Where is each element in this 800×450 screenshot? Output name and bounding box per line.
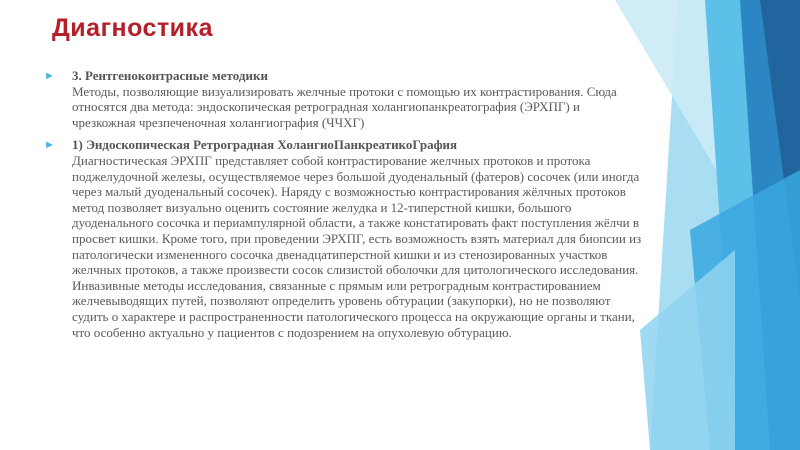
arrow-bullet-icon: ►: [44, 70, 55, 82]
list-item: [44, 68, 644, 130]
list-item: [44, 137, 644, 340]
item-text: Диагностическая ЭРХПГ представляет собой контрастирование желчных протоков и протока поджелудочной железы, осуществляемое через большой дуоденальный (фатеров) сосочек (или иногда через малый дуоденальный сосочек). Наряду с возможностью контрастирования жёлчных протоков метод позволяет визуально оценить состояние желудка и 12-типерстной кишки, большого дуоденального сосочка и периампулярной области, а также констатировать факт поступления жёлчи в просвет кишки. Кроме того, при проведении ЭРХПГ, есть возможность взять материал для биопсии из патологически измененного сосочка двенадцатиперстной кишки и из стенозированных участков желчных протоков, а также произвести сосок слизистой оболочки для цитологического исследования. Инвазивные методы исследования, связанные с прямым или ретроградным контрастированием желчевыводящих путей, позволяют определить уровень обтурации (закупорки), но не позволяют судить о характере и распространенности патологического процесса на окружающие органы и ткани, что особенно актуально у пациентов с подозрением на опухолевую обтурацию.: [72, 152, 642, 340]
arrow-bullet-icon: ►: [44, 139, 55, 152]
content-body: [44, 68, 644, 347]
item-text: Методы, позволяющие визуализировать желчные протоки с помощью их контрастирования. Сюда относятся два метода: эндоскопическая ретроградная холангиопанкреатография (ЭРХПГ) и чрезкожная чрезпеченочная холангиография (ЧЧХГ): [72, 83, 617, 130]
item-heading: 3. Рентгеноконтрасные методики: [72, 68, 268, 83]
slide-title: Диагностика: [52, 14, 213, 42]
item-heading: 1) Эндоскопическая Ретроградная ХолангиоПанкреатикоГрафия: [72, 137, 458, 153]
